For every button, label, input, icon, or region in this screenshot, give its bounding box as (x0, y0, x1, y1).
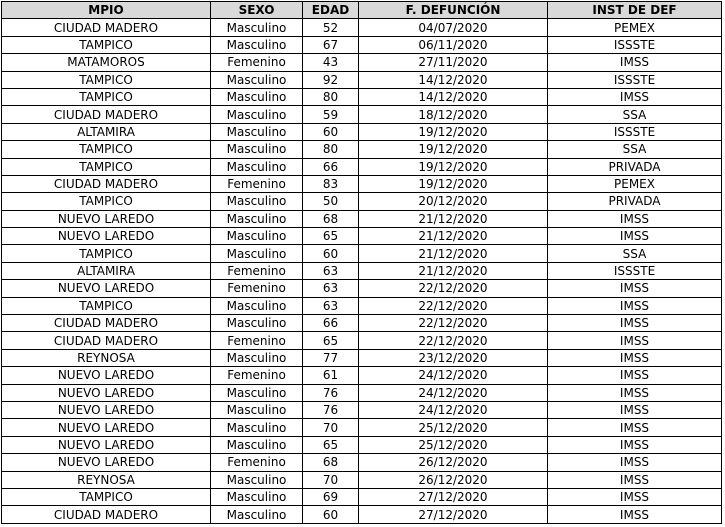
cell-mpio: TAMPICO (2, 36, 211, 53)
cell-sexo: Femenino (211, 332, 303, 349)
cell-edad: 66 (303, 158, 359, 175)
cell-mpio: NUEVO LAREDO (2, 228, 211, 245)
table-row (2, 141, 722, 158)
cell-fecha-defuncion: 22/12/2020 (359, 280, 548, 297)
table-row (2, 280, 722, 297)
cell-institucion: IMSS (548, 367, 722, 384)
table-row (2, 106, 722, 123)
table-row (2, 471, 722, 488)
cell-sexo: Masculino (211, 297, 303, 314)
cell-institucion: IMSS (548, 488, 722, 505)
table-row (2, 349, 722, 366)
cell-institucion: PEMEX (548, 175, 722, 192)
cell-mpio: CIUDAD MADERO (2, 19, 211, 36)
header-institucion: INST DE DEF (548, 2, 722, 19)
cell-institucion: PEMEX (548, 19, 722, 36)
cell-fecha-defuncion: 06/11/2020 (359, 36, 548, 53)
cell-fecha-defuncion: 19/12/2020 (359, 123, 548, 140)
cell-fecha-defuncion: 14/12/2020 (359, 88, 548, 105)
cell-sexo: Masculino (211, 210, 303, 227)
cell-institucion: PRIVADA (548, 193, 722, 210)
cell-fecha-defuncion: 26/12/2020 (359, 471, 548, 488)
cell-sexo: Femenino (211, 280, 303, 297)
cell-fecha-defuncion: 22/12/2020 (359, 315, 548, 332)
cell-fecha-defuncion: 20/12/2020 (359, 193, 548, 210)
cell-mpio: CIUDAD MADERO (2, 106, 211, 123)
cell-fecha-defuncion: 21/12/2020 (359, 210, 548, 227)
table-row (2, 19, 722, 36)
cell-edad: 70 (303, 419, 359, 436)
table-row (2, 506, 722, 523)
cell-fecha-defuncion: 24/12/2020 (359, 384, 548, 401)
table-row (2, 262, 722, 279)
table-row (2, 88, 722, 105)
cell-mpio: REYNOSA (2, 349, 211, 366)
cell-edad: 50 (303, 193, 359, 210)
cell-mpio: NUEVO LAREDO (2, 436, 211, 453)
cell-mpio: CIUDAD MADERO (2, 315, 211, 332)
cell-sexo: Femenino (211, 54, 303, 71)
cell-sexo: Masculino (211, 123, 303, 140)
cell-fecha-defuncion: 19/12/2020 (359, 141, 548, 158)
cell-edad: 68 (303, 454, 359, 471)
table-row (2, 175, 722, 192)
cell-institucion: IMSS (548, 471, 722, 488)
cell-sexo: Masculino (211, 141, 303, 158)
cell-fecha-defuncion: 21/12/2020 (359, 228, 548, 245)
cell-fecha-defuncion: 18/12/2020 (359, 106, 548, 123)
cell-sexo: Masculino (211, 401, 303, 418)
cell-mpio: TAMPICO (2, 193, 211, 210)
cell-institucion: IMSS (548, 419, 722, 436)
cell-mpio: CIUDAD MADERO (2, 175, 211, 192)
header-row (2, 2, 722, 19)
cell-fecha-defuncion: 21/12/2020 (359, 245, 548, 262)
cell-institucion: IMSS (548, 228, 722, 245)
cell-institucion: SSA (548, 106, 722, 123)
cell-fecha-defuncion: 25/12/2020 (359, 419, 548, 436)
cell-institucion: IMSS (548, 54, 722, 71)
cell-edad: 65 (303, 228, 359, 245)
cell-sexo: Femenino (211, 367, 303, 384)
cell-mpio: NUEVO LAREDO (2, 454, 211, 471)
cell-sexo: Femenino (211, 262, 303, 279)
cell-edad: 43 (303, 54, 359, 71)
cell-edad: 76 (303, 384, 359, 401)
cell-mpio: NUEVO LAREDO (2, 367, 211, 384)
cell-edad: 77 (303, 349, 359, 366)
cell-mpio: NUEVO LAREDO (2, 419, 211, 436)
cell-institucion: IMSS (548, 315, 722, 332)
cell-mpio: ALTAMIRA (2, 123, 211, 140)
cell-mpio: ALTAMIRA (2, 262, 211, 279)
cell-edad: 59 (303, 106, 359, 123)
cell-edad: 76 (303, 401, 359, 418)
cell-mpio: TAMPICO (2, 297, 211, 314)
cell-sexo: Masculino (211, 349, 303, 366)
cell-institucion: SSA (548, 245, 722, 262)
cell-sexo: Masculino (211, 315, 303, 332)
cell-institucion: IMSS (548, 384, 722, 401)
cell-mpio: TAMPICO (2, 158, 211, 175)
cell-fecha-defuncion: 19/12/2020 (359, 158, 548, 175)
cell-sexo: Masculino (211, 36, 303, 53)
cell-edad: 63 (303, 262, 359, 279)
table-row (2, 332, 722, 349)
cell-mpio: TAMPICO (2, 88, 211, 105)
cell-fecha-defuncion: 24/12/2020 (359, 367, 548, 384)
cell-institucion: IMSS (548, 506, 722, 523)
cell-sexo: Masculino (211, 228, 303, 245)
cell-edad: 80 (303, 141, 359, 158)
cell-fecha-defuncion: 22/12/2020 (359, 332, 548, 349)
cell-sexo: Femenino (211, 175, 303, 192)
cell-mpio: TAMPICO (2, 141, 211, 158)
cell-fecha-defuncion: 27/12/2020 (359, 488, 548, 505)
cell-mpio: CIUDAD MADERO (2, 506, 211, 523)
deaths-table (1, 1, 722, 524)
cell-sexo: Masculino (211, 71, 303, 88)
cell-institucion: ISSSTE (548, 123, 722, 140)
header-edad: EDAD (303, 2, 359, 19)
cell-mpio: MATAMOROS (2, 54, 211, 71)
table-row (2, 71, 722, 88)
cell-sexo: Masculino (211, 488, 303, 505)
cell-edad: 60 (303, 506, 359, 523)
cell-institucion: IMSS (548, 349, 722, 366)
cell-fecha-defuncion: 21/12/2020 (359, 262, 548, 279)
cell-institucion: IMSS (548, 332, 722, 349)
cell-mpio: TAMPICO (2, 245, 211, 262)
cell-sexo: Masculino (211, 436, 303, 453)
table-row (2, 488, 722, 505)
cell-sexo: Femenino (211, 454, 303, 471)
cell-fecha-defuncion: 27/12/2020 (359, 506, 548, 523)
cell-fecha-defuncion: 26/12/2020 (359, 454, 548, 471)
cell-fecha-defuncion: 19/12/2020 (359, 175, 548, 192)
cell-sexo: Masculino (211, 19, 303, 36)
cell-edad: 52 (303, 19, 359, 36)
table-row (2, 245, 722, 262)
cell-institucion: IMSS (548, 454, 722, 471)
table-row (2, 367, 722, 384)
table-row (2, 228, 722, 245)
cell-edad: 70 (303, 471, 359, 488)
cell-mpio: NUEVO LAREDO (2, 401, 211, 418)
cell-institucion: ISSSTE (548, 262, 722, 279)
table-row (2, 384, 722, 401)
cell-sexo: Masculino (211, 384, 303, 401)
cell-sexo: Masculino (211, 245, 303, 262)
table-row (2, 210, 722, 227)
cell-edad: 92 (303, 71, 359, 88)
cell-fecha-defuncion: 24/12/2020 (359, 401, 548, 418)
cell-institucion: IMSS (548, 210, 722, 227)
cell-institucion: SSA (548, 141, 722, 158)
cell-mpio: TAMPICO (2, 71, 211, 88)
cell-sexo: Masculino (211, 506, 303, 523)
cell-edad: 80 (303, 88, 359, 105)
cell-mpio: NUEVO LAREDO (2, 384, 211, 401)
table-row (2, 123, 722, 140)
cell-edad: 60 (303, 123, 359, 140)
cell-institucion: ISSSTE (548, 36, 722, 53)
cell-fecha-defuncion: 04/07/2020 (359, 19, 548, 36)
cell-fecha-defuncion: 14/12/2020 (359, 71, 548, 88)
cell-sexo: Masculino (211, 106, 303, 123)
table-row (2, 315, 722, 332)
cell-institucion: PRIVADA (548, 158, 722, 175)
cell-edad: 63 (303, 280, 359, 297)
cell-fecha-defuncion: 25/12/2020 (359, 436, 548, 453)
table-row (2, 54, 722, 71)
cell-institucion: IMSS (548, 88, 722, 105)
cell-mpio: NUEVO LAREDO (2, 280, 211, 297)
cell-institucion: ISSSTE (548, 71, 722, 88)
cell-edad: 66 (303, 315, 359, 332)
cell-institucion: IMSS (548, 401, 722, 418)
cell-fecha-defuncion: 27/11/2020 (359, 54, 548, 71)
cell-sexo: Masculino (211, 419, 303, 436)
table-row (2, 36, 722, 53)
table-row (2, 436, 722, 453)
cell-sexo: Masculino (211, 88, 303, 105)
cell-sexo: Masculino (211, 193, 303, 210)
cell-edad: 69 (303, 488, 359, 505)
table-body (2, 19, 722, 523)
cell-institucion: IMSS (548, 280, 722, 297)
cell-fecha-defuncion: 23/12/2020 (359, 349, 548, 366)
cell-institucion: IMSS (548, 297, 722, 314)
cell-edad: 65 (303, 436, 359, 453)
cell-mpio: NUEVO LAREDO (2, 210, 211, 227)
cell-edad: 68 (303, 210, 359, 227)
cell-edad: 61 (303, 367, 359, 384)
cell-mpio: CIUDAD MADERO (2, 332, 211, 349)
header-sexo: SEXO (211, 2, 303, 19)
table-row (2, 297, 722, 314)
cell-fecha-defuncion: 22/12/2020 (359, 297, 548, 314)
cell-sexo: Masculino (211, 471, 303, 488)
table-row (2, 419, 722, 436)
cell-edad: 83 (303, 175, 359, 192)
table-row (2, 401, 722, 418)
cell-institucion: IMSS (548, 436, 722, 453)
cell-edad: 67 (303, 36, 359, 53)
cell-edad: 65 (303, 332, 359, 349)
table-row (2, 454, 722, 471)
table-row (2, 158, 722, 175)
cell-mpio: TAMPICO (2, 488, 211, 505)
header-mpio: MPIO (2, 2, 211, 19)
cell-sexo: Masculino (211, 158, 303, 175)
table-row (2, 193, 722, 210)
header-fecha-defuncion: F. DEFUNCIÓN (359, 2, 548, 19)
cell-mpio: REYNOSA (2, 471, 211, 488)
cell-edad: 63 (303, 297, 359, 314)
cell-edad: 60 (303, 245, 359, 262)
